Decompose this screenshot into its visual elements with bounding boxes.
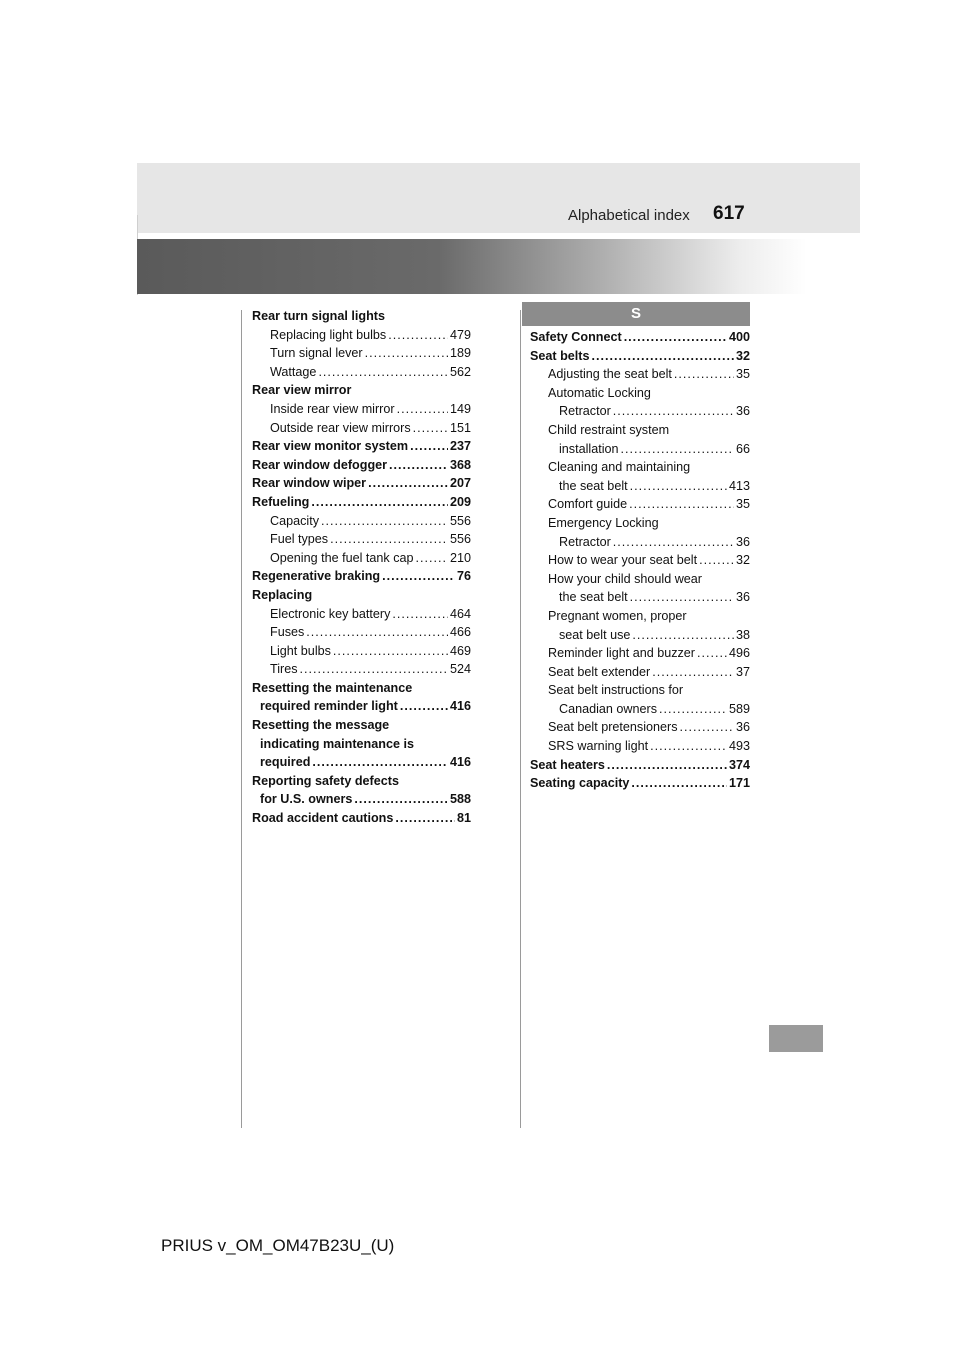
index-entry — [530, 495, 750, 514]
index-entry — [252, 456, 471, 475]
index-entry-label: Safety Connect — [530, 330, 622, 344]
index-entry-page: 36 — [735, 404, 750, 419]
index-entry — [530, 402, 750, 421]
index-entry — [530, 718, 750, 737]
dot-leader — [697, 644, 727, 663]
index-entry-page: 207 — [449, 476, 471, 491]
index-entry — [252, 697, 471, 716]
section-letter-header: S — [522, 302, 750, 326]
index-entry-page: 38 — [735, 627, 750, 642]
index-entry-page: 368 — [449, 457, 471, 472]
index-entry — [252, 474, 471, 493]
index-entry — [252, 437, 471, 456]
index-entry-label: Tires — [270, 662, 298, 677]
index-entry-page: 413 — [728, 478, 750, 493]
index-entry — [252, 605, 471, 624]
dot-leader — [312, 753, 448, 772]
index-entry-page: 76 — [456, 569, 471, 584]
index-entry-label: Opening the fuel tank cap — [270, 550, 414, 565]
index-entry-label: Adjusting the seat belt — [548, 367, 672, 382]
index-heading: Automatic Locking — [548, 385, 651, 400]
index-entry — [530, 440, 750, 459]
dot-leader — [624, 328, 727, 347]
index-entry-page: 81 — [456, 811, 471, 826]
index-entry-page: 36 — [735, 720, 750, 735]
dot-leader — [630, 588, 734, 607]
dot-leader — [333, 642, 448, 661]
index-entry — [530, 328, 750, 347]
index-entry — [252, 809, 471, 828]
index-entry — [252, 790, 471, 809]
index-entry-page: 32 — [735, 553, 750, 568]
index-entry-page: 588 — [449, 792, 471, 807]
index-entry — [252, 567, 471, 586]
index-heading: Rear turn signal lights — [252, 309, 385, 323]
index-heading: Cleaning and maintaining — [548, 460, 691, 475]
dot-leader — [607, 756, 727, 775]
dot-leader — [397, 400, 448, 419]
index-entry-label: Retractor — [559, 404, 611, 419]
dot-leader — [659, 700, 727, 719]
index-entry-label: Light bulbs — [270, 643, 331, 658]
index-entry-page: 36 — [735, 534, 750, 549]
index-entry-label: installation — [559, 441, 619, 456]
dot-leader — [613, 402, 734, 421]
index-entry — [252, 344, 471, 363]
index-entry-label: Road accident cautions — [252, 811, 394, 826]
dot-leader — [632, 626, 734, 645]
index-entry-page: 35 — [735, 367, 750, 382]
index-heading: Seat belt instructions for — [548, 683, 684, 698]
dot-leader — [330, 530, 448, 549]
index-entry — [530, 756, 750, 775]
index-entry — [530, 551, 750, 570]
dot-leader — [318, 363, 448, 382]
index-entry-page: 210 — [449, 550, 471, 565]
dot-leader — [321, 512, 448, 531]
column-divider-left — [241, 310, 242, 1128]
dot-leader — [592, 347, 734, 366]
dot-leader — [650, 737, 727, 756]
index-entry — [530, 737, 750, 756]
index-entry-page: 479 — [449, 327, 471, 342]
dot-leader — [395, 809, 455, 828]
index-entry-label: Comfort guide — [548, 497, 628, 512]
index-entry-label: Seat heaters — [530, 757, 605, 772]
index-entry-page: 151 — [449, 420, 471, 435]
index-entry-label: required — [260, 755, 311, 770]
index-entry-page: 32 — [735, 348, 750, 363]
index-entry — [252, 660, 471, 679]
index-heading: Reporting safety defects — [252, 773, 399, 788]
index-entry-label: Rear view monitor system — [252, 439, 409, 454]
index-entry — [530, 626, 750, 645]
index-column-right — [530, 328, 750, 793]
index-entry-label: Refueling — [252, 494, 310, 509]
dot-leader — [389, 456, 448, 475]
index-entry-label: required reminder light — [260, 699, 398, 714]
index-entry-page: 493 — [728, 739, 750, 754]
index-entry — [530, 700, 750, 719]
dot-leader — [300, 660, 448, 679]
index-heading: Replacing — [252, 587, 313, 602]
index-entry-page: 416 — [449, 699, 471, 714]
index-entry — [530, 365, 750, 384]
dot-leader — [630, 477, 727, 496]
index-entry-page: 36 — [735, 590, 750, 605]
index-entry-page: 189 — [449, 346, 471, 361]
index-entry-label: Fuel types — [270, 532, 329, 547]
index-entry-page: 524 — [449, 662, 471, 677]
page-title: Alphabetical index — [568, 207, 690, 224]
index-entry-page: 589 — [728, 701, 750, 716]
page-number: 617 — [713, 203, 745, 224]
dot-leader — [410, 437, 448, 456]
index-entry-page: 464 — [449, 606, 471, 621]
index-entry-label: Wattage — [270, 364, 317, 379]
dot-leader — [306, 623, 448, 642]
index-entry-label: the seat belt — [559, 478, 628, 493]
index-entry-label: Seat belt extender — [548, 664, 651, 679]
dot-leader — [354, 790, 448, 809]
index-entry — [252, 642, 471, 661]
index-entry-label: Seat belt pretensioners — [548, 720, 678, 735]
dot-leader — [368, 474, 448, 493]
index-entry — [252, 512, 471, 531]
index-entry-label: Inside rear view mirror — [270, 401, 395, 416]
index-entry — [252, 623, 471, 642]
index-heading: How your child should wear — [548, 571, 702, 586]
index-entry-label: Fuses — [270, 625, 305, 640]
column-divider-middle — [520, 310, 521, 1128]
index-heading: Rear view mirror — [252, 383, 352, 398]
index-heading: indicating maintenance is — [260, 736, 414, 751]
index-entry — [530, 477, 750, 496]
index-entry-label: seat belt use — [559, 627, 631, 642]
dot-leader — [311, 493, 448, 512]
dot-leader — [621, 440, 734, 459]
index-entry-page: 466 — [449, 625, 471, 640]
dot-leader — [382, 567, 455, 586]
index-entry — [252, 530, 471, 549]
index-entry-label: SRS warning light — [548, 739, 649, 754]
index-entry — [252, 493, 471, 512]
index-entry — [252, 419, 471, 438]
dot-leader — [400, 697, 448, 716]
dot-leader — [631, 774, 727, 793]
index-column-left — [252, 307, 471, 828]
index-entry-page: 562 — [449, 364, 471, 379]
index-entry-label: Replacing light bulbs — [270, 327, 387, 342]
index-entry-page: 374 — [728, 757, 750, 772]
index-entry-label: Capacity — [270, 513, 319, 528]
index-entry-page: 35 — [735, 497, 750, 512]
index-entry-page: 496 — [728, 646, 750, 661]
index-heading: Pregnant women, proper — [548, 608, 687, 623]
index-entry-label: for U.S. owners — [260, 792, 353, 807]
index-entry — [530, 588, 750, 607]
dot-leader — [613, 533, 734, 552]
index-entry-page: 556 — [449, 532, 471, 547]
header-band — [137, 163, 860, 233]
index-entry-page: 149 — [449, 401, 471, 416]
index-entry-label: How to wear your seat belt — [548, 553, 698, 568]
dot-leader — [680, 718, 734, 737]
dot-leader — [652, 663, 734, 682]
index-heading: Emergency Locking — [548, 515, 659, 530]
index-entry-page: 237 — [449, 439, 471, 454]
index-entry-page: 416 — [449, 755, 471, 770]
index-entry — [530, 644, 750, 663]
index-entry — [252, 363, 471, 382]
index-entry-page: 209 — [449, 494, 471, 509]
index-heading: Resetting the maintenance — [252, 680, 413, 695]
dot-leader — [674, 365, 734, 384]
index-entry-label: Rear window defogger — [252, 457, 388, 472]
dot-leader — [413, 419, 448, 438]
index-entry — [530, 533, 750, 552]
dot-leader — [416, 549, 448, 568]
index-entry-label: Electronic key battery — [270, 606, 391, 621]
index-entry-label: Seating capacity — [530, 776, 630, 791]
index-entry-page: 556 — [449, 513, 471, 528]
index-entry-label: Rear window wiper — [252, 476, 367, 491]
index-entry-label: Retractor — [559, 534, 611, 549]
index-entry — [252, 400, 471, 419]
index-entry — [252, 549, 471, 568]
index-entry — [530, 663, 750, 682]
index-entry — [530, 774, 750, 793]
index-entry-page: 66 — [735, 441, 750, 456]
index-entry-label: Seat belts — [530, 348, 590, 363]
index-entry-label: Reminder light and buzzer — [548, 646, 696, 661]
index-entry — [252, 326, 471, 345]
index-entry-label: Regenerative braking — [252, 569, 381, 584]
index-heading: Child restraint system — [548, 422, 670, 437]
index-entry-page: 400 — [728, 330, 750, 344]
chapter-tab — [769, 1025, 823, 1052]
index-entry — [252, 753, 471, 772]
dot-leader — [629, 495, 734, 514]
index-entry-label: the seat belt — [559, 590, 628, 605]
index-entry-page: 37 — [735, 664, 750, 679]
index-entry — [530, 347, 750, 366]
dot-leader — [365, 344, 448, 363]
dot-leader — [392, 605, 448, 624]
index-entry-page: 469 — [449, 643, 471, 658]
chapter-gradient-bar — [137, 239, 807, 294]
dot-leader — [388, 326, 448, 345]
dot-leader — [699, 551, 734, 570]
index-heading: Resetting the message — [252, 718, 390, 733]
index-entry-label: Canadian owners — [559, 701, 658, 716]
document-code: PRIUS v_OM_OM47B23U_(U) — [161, 1236, 395, 1255]
index-entry-page: 171 — [728, 776, 750, 791]
index-entry-label: Outside rear view mirrors — [270, 420, 411, 435]
index-entry-label: Turn signal lever — [270, 346, 363, 361]
